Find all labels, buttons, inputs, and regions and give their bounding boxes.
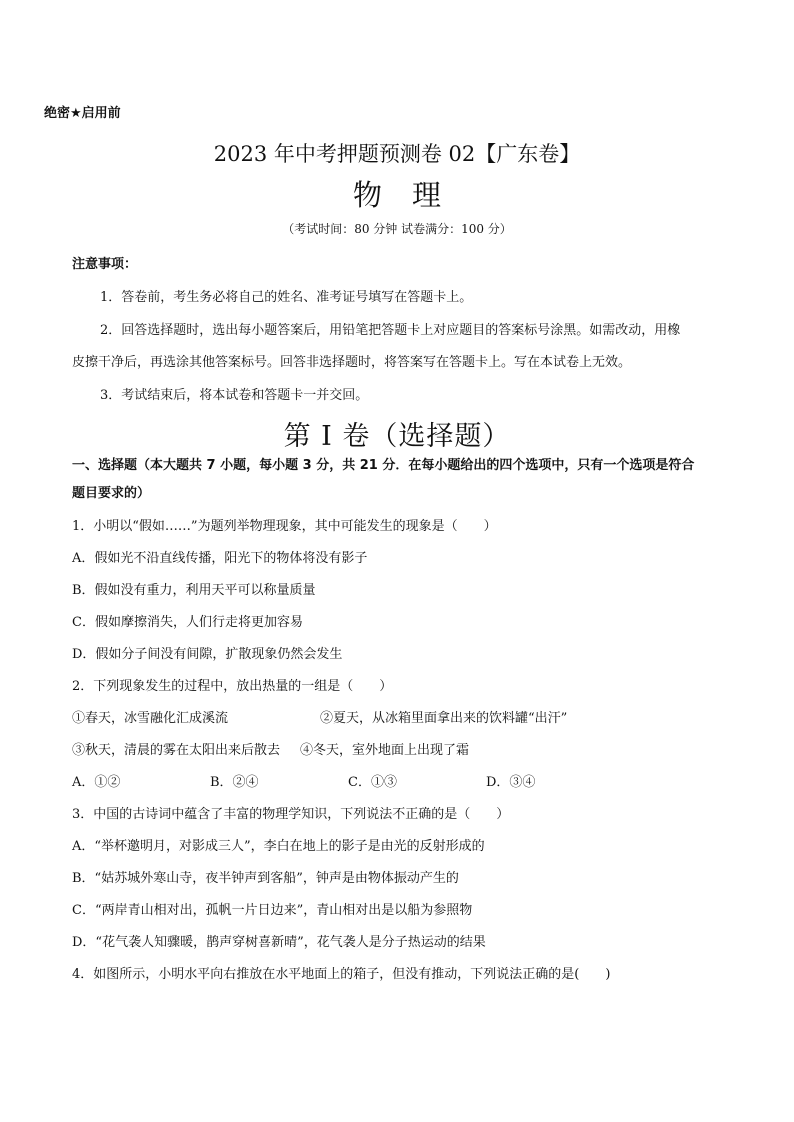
subject-title: 物理 [352, 178, 471, 212]
section-instruction-line-2: 题目要求的） [72, 486, 151, 501]
q2-statement-3: ③秋天，清晨的雾在太阳出来后散去 [72, 743, 281, 758]
notice-item-1: 1．答卷前，考生务必将自己的姓名、准考证号填写在答题卡上。 [100, 290, 473, 305]
section-instruction-line-1: 一、选择题（本大题共 7 小题，每小题 3 分，共 21 分．在每小题给出的四个选项中，只有一个选项是符合 [72, 458, 695, 473]
q3-stem: 3．中国的古诗词中蕴含了丰富的物理学知识，下列说法不正确的是（ ） [72, 807, 510, 822]
q2-statement-4: ④冬天，室外地面上出现了霜 [300, 743, 470, 758]
q2-option-d: D．③④ [486, 775, 536, 790]
secret-mark: 绝密★启用前 [44, 106, 121, 121]
q1-option-d: D．假如分子间没有间隙，扩散现象仍然会发生 [72, 647, 343, 662]
q2-option-c: C．①③ [348, 775, 397, 790]
notice-item-3: 3．考试结束后，将本试卷和答题卡一并交回。 [100, 388, 369, 403]
section-title: 第 I 卷（选择题） [283, 421, 511, 452]
q1-option-a: A．假如光不沿直线传播，阳光下的物体将没有影子 [72, 551, 368, 566]
exam-title: 2023 年中考押题预测卷 02【广东卷】 [213, 142, 581, 166]
q2-statement-1: ①春天，冰雪融化汇成溪流 [72, 711, 229, 726]
q3-option-c: C．“两岸青山相对出，孤帆一片日边来”，青山相对出是以船为参照物 [72, 903, 473, 918]
q1-option-c: C．假如摩擦消失，人们行走将更加容易 [72, 615, 303, 630]
q2-option-a: A．①② [72, 775, 121, 790]
q1-option-b: B．假如没有重力，利用天平可以称量质量 [72, 583, 316, 598]
notice-heading: 注意事项： [72, 257, 138, 272]
q3-option-d: D．“花气袭人知骤暖，鹊声穿树喜新晴”，花气袭人是分子热运动的结果 [72, 935, 486, 950]
notice-item-2-line-2: 皮擦干净后，再选涂其他答案标号。回答非选择题时，将答案写在答题卡上。写在本试卷上无效。 [72, 355, 632, 370]
q3-option-a: A．“举杯邀明月，对影成三人”，李白在地上的影子是由光的反射形成的 [72, 839, 485, 854]
exam-info: （考试时间：80 分钟 试卷满分：100 分） [282, 222, 512, 236]
q2-statement-2: ②夏天，从冰箱里面拿出来的饮料罐“出汗” [320, 711, 568, 726]
q2-option-b: B．②④ [210, 775, 259, 790]
q3-option-b: B．“姑苏城外寒山寺，夜半钟声到客船”，钟声是由物体振动产生的 [72, 871, 459, 886]
q4-stem: 4．如图所示，小明水平向右推放在水平地面上的箱子，但没有推动，下列说法正确的是( ) [72, 967, 611, 982]
q2-stem: 2．下列现象发生的过程中，放出热量的一组是（ ） [72, 679, 393, 694]
q1-stem: 1．小明以“假如……”为题列举物理现象，其中可能发生的现象是（ ） [72, 519, 497, 534]
notice-item-2-line-1: 2．回答选择题时，选出每小题答案后，用铅笔把答题卡上对应题目的答案标号涂黑。如需改动，用橡 [100, 323, 681, 338]
